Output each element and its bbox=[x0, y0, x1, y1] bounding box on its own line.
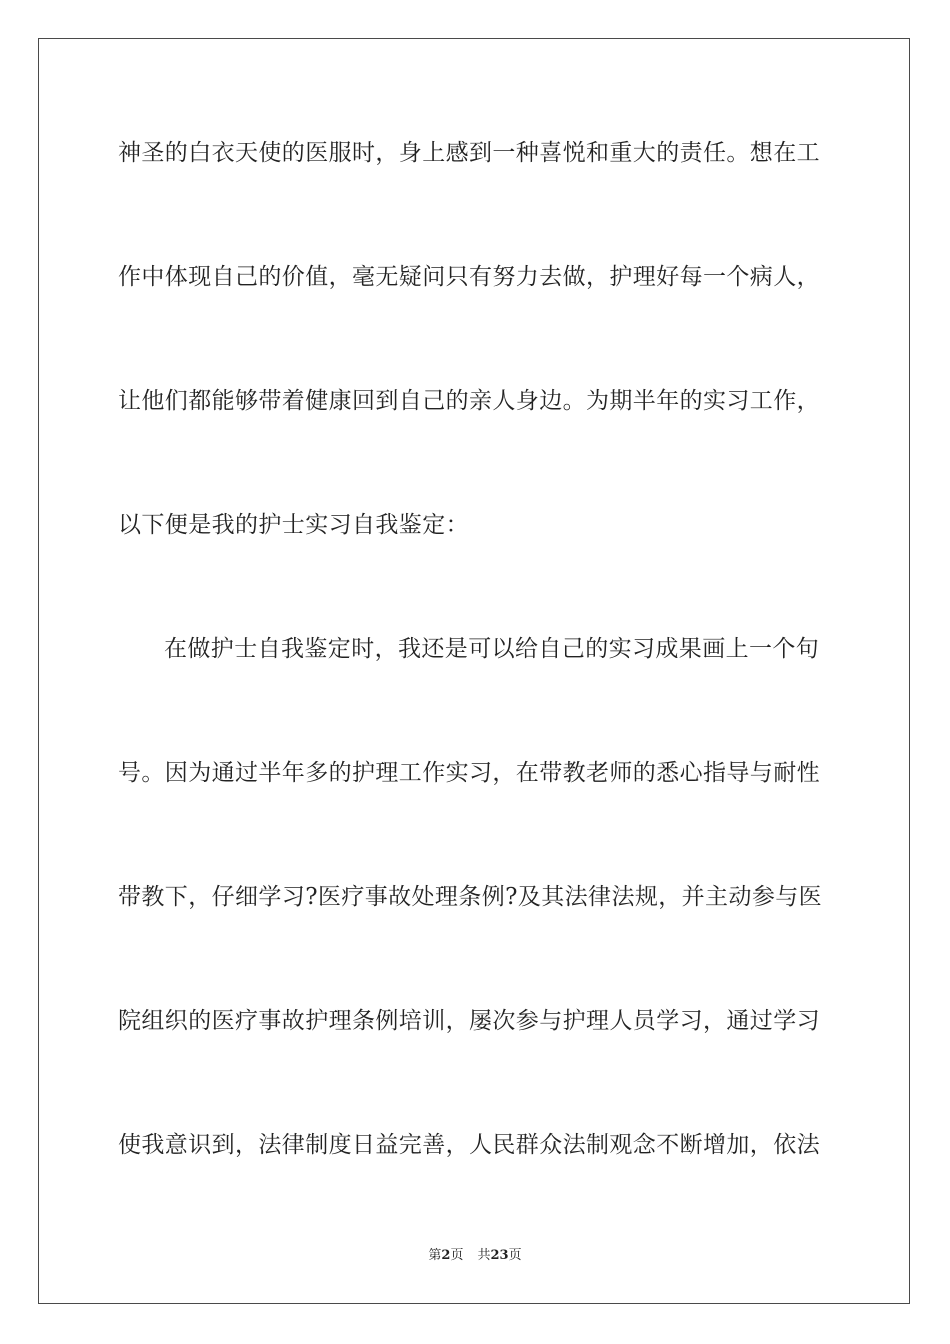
text-line-2: 作中体现自己的价值，毫无疑问只有努力去做，护理好每一个病人， bbox=[118, 264, 820, 290]
page-number: 2 bbox=[441, 1248, 451, 1263]
total-suffix: 页 bbox=[508, 1248, 522, 1263]
total-pages: 23 bbox=[490, 1248, 509, 1263]
text-line-7: 带教下，仔细学习?医疗事故处理条例?及其法律法规，并主动参与医 bbox=[118, 884, 823, 910]
page-footer bbox=[0, 1247, 950, 1265]
page-border bbox=[38, 38, 910, 1304]
text-line-1: 神圣的白衣天使的医服时，身上感到一种喜悦和重大的责任。想在工 bbox=[118, 140, 820, 166]
text-line-4: 以下便是我的护士实习自我鉴定： bbox=[118, 512, 469, 538]
text-line-8: 院组织的医疗事故护理条例培训，屡次参与护理人员学习，通过学习 bbox=[118, 1008, 820, 1034]
total-prefix: 共 bbox=[477, 1248, 491, 1263]
page-prefix: 第 bbox=[428, 1248, 442, 1263]
text-line-6: 号。因为通过半年多的护理工作实习，在带教老师的悉心指导与耐性 bbox=[118, 760, 820, 786]
text-line-9: 使我意识到，法律制度日益完善，人民群众法制观念不断增加，依法 bbox=[118, 1132, 820, 1158]
page-suffix: 页 bbox=[450, 1248, 464, 1263]
text-line-5: 在做护士自我鉴定时，我还是可以给自己的实习成果画上一个句 bbox=[164, 636, 820, 662]
text-line-3: 让他们都能够带着健康回到自己的亲人身边。为期半年的实习工作， bbox=[118, 388, 820, 414]
